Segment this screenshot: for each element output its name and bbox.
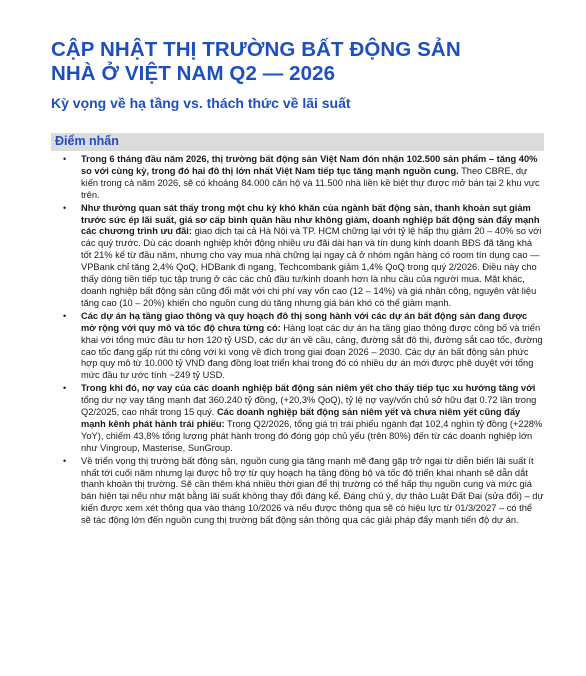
bullet-bold-text: Trong khi đó, nợ vay của các doanh nghiệp bất động sản niêm yết cho thấy tiếp tục xu hướng tăng với <box>81 383 536 394</box>
list-item <box>51 456 544 527</box>
section-title: Điểm nhấn <box>55 134 119 148</box>
report-title-line-1: CẬP NHẬT THỊ TRƯỜNG BẤT ĐỘNG SẢN <box>51 38 461 61</box>
list-item <box>51 311 544 382</box>
bullet-icon: • <box>63 202 67 213</box>
list-item <box>51 203 544 310</box>
bullet-text-2: Trong Q2/2026, tổng giá trị trái phiếu ngành đạt 102,4 nghìn tỷ đồng (+228% YoY), chiếm 43,8% tổng lượng phát hành trong đó đóng góp chủ yếu (trên 80%) đến từ các doanh nghiệp lớn như Vingroup, Masterise, SunGroup. <box>81 418 543 453</box>
bullet-bold-text: Trong 6 tháng đầu năm 2026, thị trường bất động sản Việt Nam đón nhận 102.500 sản phẩm – tăng 40% so với cùng kỳ, trong đó hai đô thị lớn nhất Việt Nam tiếp tục tăng mạnh nguồn cung. <box>81 154 538 176</box>
bullet-bold-text-2: Các doanh nghiệp bất động sản niêm yết và chưa niêm yết cũng đẩy mạnh kênh phát hành trái phiếu: <box>81 407 521 429</box>
report-title <box>51 38 551 86</box>
bullet-bold-text: Các dự án hạ tầng giao thông và quy hoạch đô thị song hành với các dự án bất động sản đang được mở rộng với quy mô và tốc độ chưa từng có: <box>81 310 528 333</box>
report-title-line-2: NHÀ Ở VIỆT NAM Q2 — 2026 <box>51 62 336 85</box>
bullet-icon: • <box>63 310 67 321</box>
list-item <box>51 154 544 202</box>
report-subtitle: Kỳ vọng về hạ tầng vs. thách thức về lãi suất <box>51 95 351 111</box>
bullet-text: Theo CBRE, dự kiến trong cả năm 2026, sẽ có khoảng 84.000 căn hộ và 11.500 nhà liền kề biệt thự được mở bán tại 2 khu vực trên. <box>81 165 540 200</box>
bullet-bold-text: Như thường quan sát thấy trong một chu kỳ khó khăn của ngành bất động sản, thanh khoản sụt giảm trước sức ép lãi suất, giá sơ cấp bình quân hầu như không giảm, doanh nghiệp bất động sản đẩy mạnh các chương trình ưu đãi: <box>81 202 540 237</box>
bullet-text: tổng dư nợ vay tăng mạnh đạt 360.240 tỷ đồng, (+20,3% QoQ), tỷ lệ nợ vay/vốn chủ sở hữu đạt 0.72 lần trong Q2/2025, cao nhất trong 15 quý. <box>81 395 537 418</box>
bullet-icon: • <box>63 154 67 164</box>
bullet-icon: • <box>63 455 67 466</box>
bullet-text: Về triển vọng thị trường bất động sản, nguồn cung gia tăng mạnh mẽ đang gặp trở ngại từ diễn biến lãi suất ít nhất tới cuối năm nhưng lại được hỗ trợ từ quy hoạch hạ tầng đồng bộ và tốc độ triển khai nhanh sẽ dẫn dắt thanh khoản thị trường. Sẽ cần thêm khá nhiều thời gian để thị trường có thể hấp thụ nguồn cung và mức giá bán hiện tại nếu như mặt bằng lãi suất không thay đổi đáng kể. Đáng chú ý, dự thảo Luật Đất Đai (sửa đổi) – dự kiến được xem xét thông qua vào tháng 10/2026 và nếu được thông qua sẽ có hiệu lực từ 01/3/2027 – có thể sẽ tác động lớn đến nguồn cung thị trường bất động sản thông qua các giải pháp đẩy mạnh tiến độ dự án. <box>81 455 544 526</box>
section-header-highlights <box>51 133 544 151</box>
list-item <box>51 383 544 454</box>
bullet-icon: • <box>63 383 67 394</box>
highlights-list <box>51 154 544 528</box>
bullet-text: Hàng loạt các dự án hạ tầng giao thông được công bố và triển khai với tổng mức đầu tư hơn 120 tỷ USD, các dự án về cầu, cảng, đường sắt đô thị, đường sắt cao tốc, đường cao tốc đang gấp rút thi công với kì vọng về đích trong giai đoạn 2026 – 2030. Các dự án bất động sản phức hợp quy mô từ 10.000 tỷ VND đang đồng loạt triển khai trong đó có nhiều dự án mới được phê duyệt với tổng mức đầu tư ước tính ~249 tỷ USD. <box>81 322 543 381</box>
bullet-text: giao dịch tại cả Hà Nội và TP. HCM chững lại với tỷ lệ hấp thụ giảm 20 – 40% so với các quý trước. Dù các doanh nghiệp khởi động nhiều ưu đãi dài hạn và tín dụng kinh doanh BĐS đã tăng khá tốt 21% kể từ đầu năm, nhưng cho vay mua nhà chững lại ngay cả ở nhóm ngân hàng có room tín dụng cao — VPBank chỉ tăng 2,4% QoQ, HDBank đi ngang, Techcombank giảm 1,4% QoQ trong quý 2/2026. Điều này cho thấy dòng tiền tiếp tục tập trung ở các các chủ đầu tư/kinh doanh hơn là nhu cầu của người mua. Mặt khác, doanh nghiệp bất động sản cũng đối mặt với chi phí vay vốn cao (12 – 14%) và giá nhân công, nguyên vật liệu tăng cao (10 – 20%) khiến cho nguồn cung dù tăng nhưng giá bán khó có thể giảm mạnh. <box>81 226 542 308</box>
